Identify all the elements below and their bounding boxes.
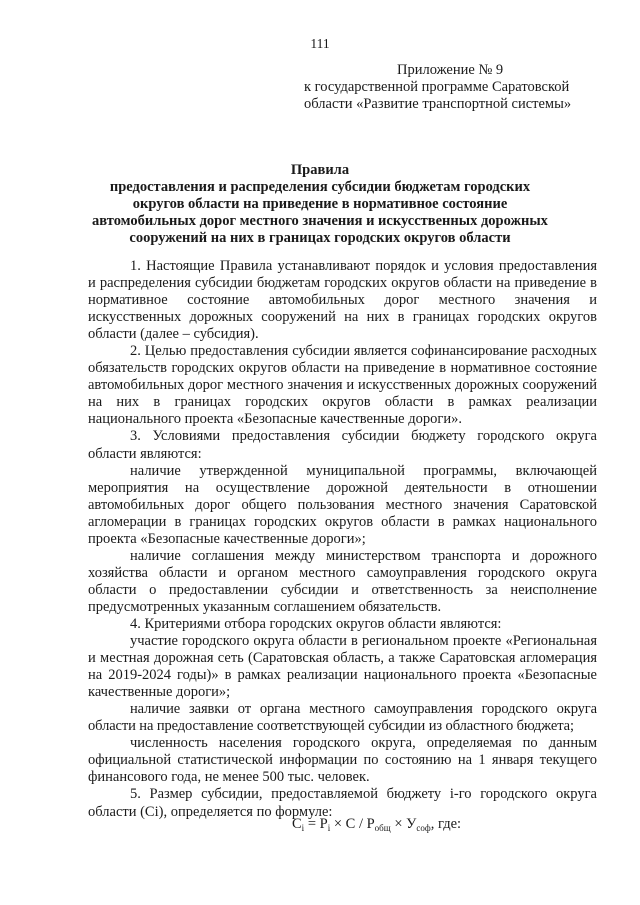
formula-part-2: × У (390, 816, 417, 832)
formula-share-sub: соф (416, 823, 431, 833)
formula-equals: = (304, 816, 320, 832)
subsidy-formula (292, 816, 461, 833)
formula-p: Р (319, 816, 328, 832)
paragraph-2: 2. Целью предоставления субсидии является софинансирование расходных обязательств городских округов области на приведение в нормативное состояние автомобильных дорог местного значения и искусственных дорожных сооружений на них в границах городских округов области в рамках реализации национального проекта «Безопасные качественные дороги». (88, 343, 597, 428)
paragraph-3-item-1: наличие утвержденной муниципальной программы, включающей мероприятия на осуществление дорожной деятельности в отношении автомобильных дорог общего пользования местного значения Саратовской агломерации в границах городских округов области в рамках национального проекта «Безопасные качественные дороги»; (88, 462, 597, 547)
paragraph-1: 1. Настоящие Правила устанавливают порядок и условия предоставления и распределения субсидии бюджетам городских округов области на приведение в нормативное состояние автомобильных дорог местного значения и искусственных дорожных сооружений на них в границах городских округов области (далее – субсидия). (88, 258, 597, 343)
appendix-line-2: области «Развитие транспортной системы» (304, 96, 572, 112)
formula-part-1: × С / Р (330, 816, 375, 832)
formula-lhs: С (292, 816, 302, 832)
document-title (88, 162, 552, 247)
document-body (88, 258, 597, 821)
appendix-header (304, 62, 604, 113)
paragraph-4-item-2: наличие заявки от органа местного самоуправления городского округа области на предоставление соответствующей субсидии из областного бюджета; (88, 701, 597, 735)
appendix-number: Приложение № 9 (397, 62, 504, 78)
formula-tail: , где: (430, 816, 462, 832)
page-number: 111 (310, 36, 330, 51)
paragraph-3-item-2: наличие соглашения между министерством транспорта и дорожного хозяйства области и органом местного самоуправления городского округа области о предоставлении субсидии и ответственность за неисполнение предусмотренных указанным соглашением обязательств. (88, 547, 597, 615)
paragraph-4: 4. Критериями отбора городских округов области являются: (130, 615, 502, 632)
paragraph-5: 5. Размер субсидии, предоставляемой бюджету i-го городского округа области (Сi), определяется по формуле: (88, 786, 597, 820)
formula-lhs-sub: i (301, 823, 305, 833)
title-heading: Правила (290, 162, 350, 178)
title-subtitle: предоставления и распределения субсидии бюджетам городских округов области на приведение в нормативное состояние автомобильных дорог местного значения и искусственных дорожных сооружений на них в границах городских округов области (92, 179, 548, 246)
paragraph-4-item-3: численность населения городского округа, определяемая по данным официальной статистической информации по состоянию на 1 января текущего финансового года, не менее 500 тыс. человек. (88, 735, 597, 786)
formula-total-sub: общ (374, 823, 391, 833)
paragraph-4-item-1: участие городского округа области в региональном проекте «Региональная и местная дорожная сеть (Саратовская область, а также Саратовская агломерация на 2019-2024 годы)» в рамках реализации национального проекта «Безопасные качественные дороги»; (88, 633, 597, 701)
appendix-line-1: к государственной программе Саратовской (304, 79, 570, 95)
paragraph-3: 3. Условиями предоставления субсидии бюджету городского округа области являются: (88, 428, 597, 462)
formula-p-sub: i (327, 823, 331, 833)
